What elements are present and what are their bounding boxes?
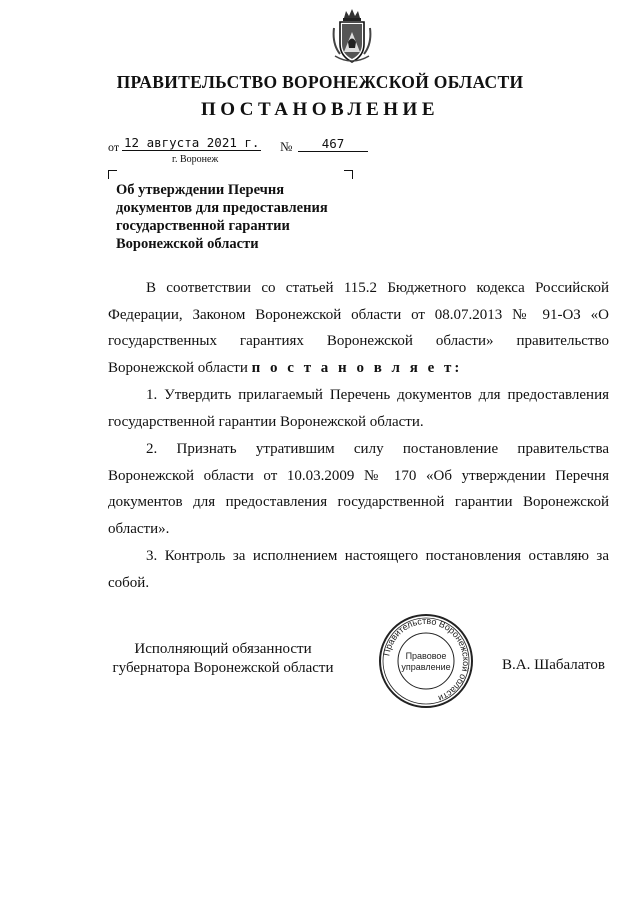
document-number: 467 [298, 136, 368, 152]
registration-line [108, 134, 368, 154]
signatory-name: В.А. Шабалатов [502, 657, 605, 673]
city-label: г. Воронеж [172, 154, 219, 165]
number-sign: № [280, 139, 293, 154]
subject-corner-left [108, 170, 117, 179]
stamp-inner-line-2: управление [401, 662, 451, 672]
preamble-text: В соответствии со статьей 115.2 Бюджетного кодекса Российской Федерации, Законом Воронежской области от 08.07.2013 № 91-ОЗ «О государственных гарантиях Воронежской области» правительство Воронежской области [108, 280, 609, 376]
resolves-keyword: п о с т а н о в л я е т: [251, 359, 463, 376]
document-body [108, 275, 609, 596]
preamble-paragraph [108, 275, 609, 381]
subject-corner-right [344, 170, 353, 179]
clause-2: 2. Признать утратившим силу постановление правительства Воронежской области от 10.03.2009 № 170 «Об утверждении Перечня документов для предоставления государственной гарантии Воронежской области». [108, 441, 609, 537]
clause-3: 3. Контроль за исполнением настоящего постановления оставляю за собой. [108, 548, 609, 591]
document-subject: Об утверждении Перечня документов для предоставления государственной гарантии Воронежской области [116, 182, 328, 252]
stamp-inner-line-1: Правовое [405, 651, 447, 661]
official-stamp [378, 613, 474, 709]
document-type: ПОСТАНОВЛЕНИЕ [200, 99, 440, 120]
clause-1: 1. Утвердить прилагаемый Перечень документов для предоставления государственной гарантии Воронежской области. [108, 387, 609, 430]
stamp-outer-text: Правительство Воронежской области [381, 615, 472, 704]
position-line-2: губернатора Воронежской области [112, 660, 334, 676]
document-date: 12 августа 2021 г. [124, 135, 260, 150]
coat-of-arms-icon [331, 8, 373, 66]
date-prefix: от [108, 140, 120, 154]
position-line-1: Исполняющий обязанности [134, 641, 312, 657]
signatory-position [108, 640, 338, 678]
organization-name: ПРАВИТЕЛЬСТВО ВОРОНЕЖСКОЙ ОБЛАСТИ [116, 72, 524, 92]
